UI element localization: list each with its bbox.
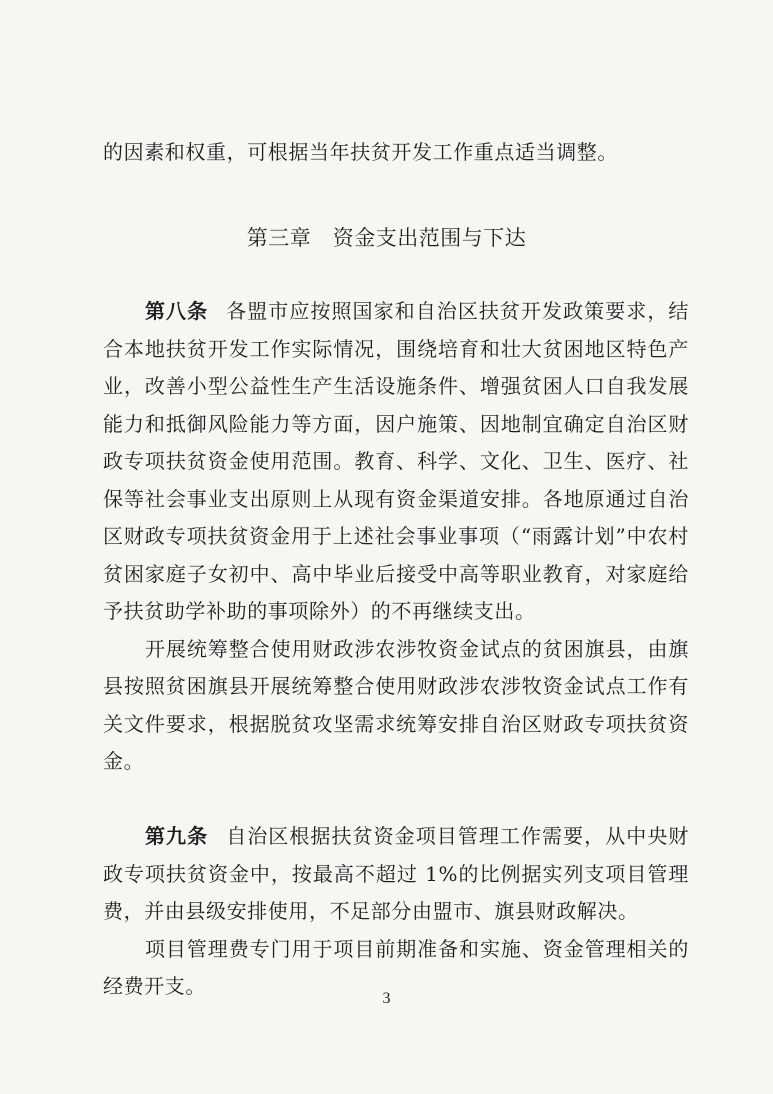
top-fragment-block — [103, 134, 689, 172]
article-8-paragraph-1 — [103, 293, 689, 631]
article-8-paragraph-2: 开展统筹整合使用财政涉农涉牧资金试点的贫困旗县，由旗县按照贫困旗县开展统筹整合使用财政涉农涉牧资金试点工作有关文件要求，根据脱贫攻坚需求统筹安排自治区财政专项扶贫资金。 — [103, 636, 689, 773]
article-8-text-1: 各盟市应按照国家和自治区扶贫开发政策要求，结合本地扶贫开发工作实际情况，围绕培育和壮大贫困地区特色产业，改善小型公益性生产生活设施条件、增强贫困人口自我发展能力和抵御风险能力等方面，因户施策、因地制宜确定自治区财政专项扶贫资金使用范围。教育、科学、文化、卫生、医疗、社保等社会事业支出原则上从现有资金渠道安排。各地原通过自治区财政专项扶贫资金用于上述社会事业事项（“雨露计划”中农村贫困家庭子女初中、高中毕业后接受中高等职业教育，对家庭给予扶贫助学补助的事项除外）的不再继续支出。 — [103, 299, 689, 623]
top-fragment: 的因素和权重，可根据当年扶贫开发工作重点适当调整。 — [103, 140, 618, 164]
article-9-paragraph-2: 项目管理费专门用于项目前期准备和实施、资金管理相关的经费开支。 — [103, 936, 689, 998]
article-9-label: 第九条 — [145, 824, 209, 848]
page-number: 3 — [382, 990, 391, 1007]
article-9-paragraph-1 — [103, 818, 689, 931]
article-8-block — [103, 293, 689, 781]
article-9-block — [103, 818, 689, 1006]
chapter-title: 第三章 资金支出范围与下达 — [246, 226, 527, 250]
article-9-text-1: 自治区根据扶贫资金项目管理工作需要，从中央财政专项扶贫资金中，按最高不超过 1%的比例据实列支项目管理费，并由县级安排使用，不足部分由盟市、旗县财政解决。 — [103, 824, 689, 923]
article-8-label: 第八条 — [145, 299, 209, 323]
